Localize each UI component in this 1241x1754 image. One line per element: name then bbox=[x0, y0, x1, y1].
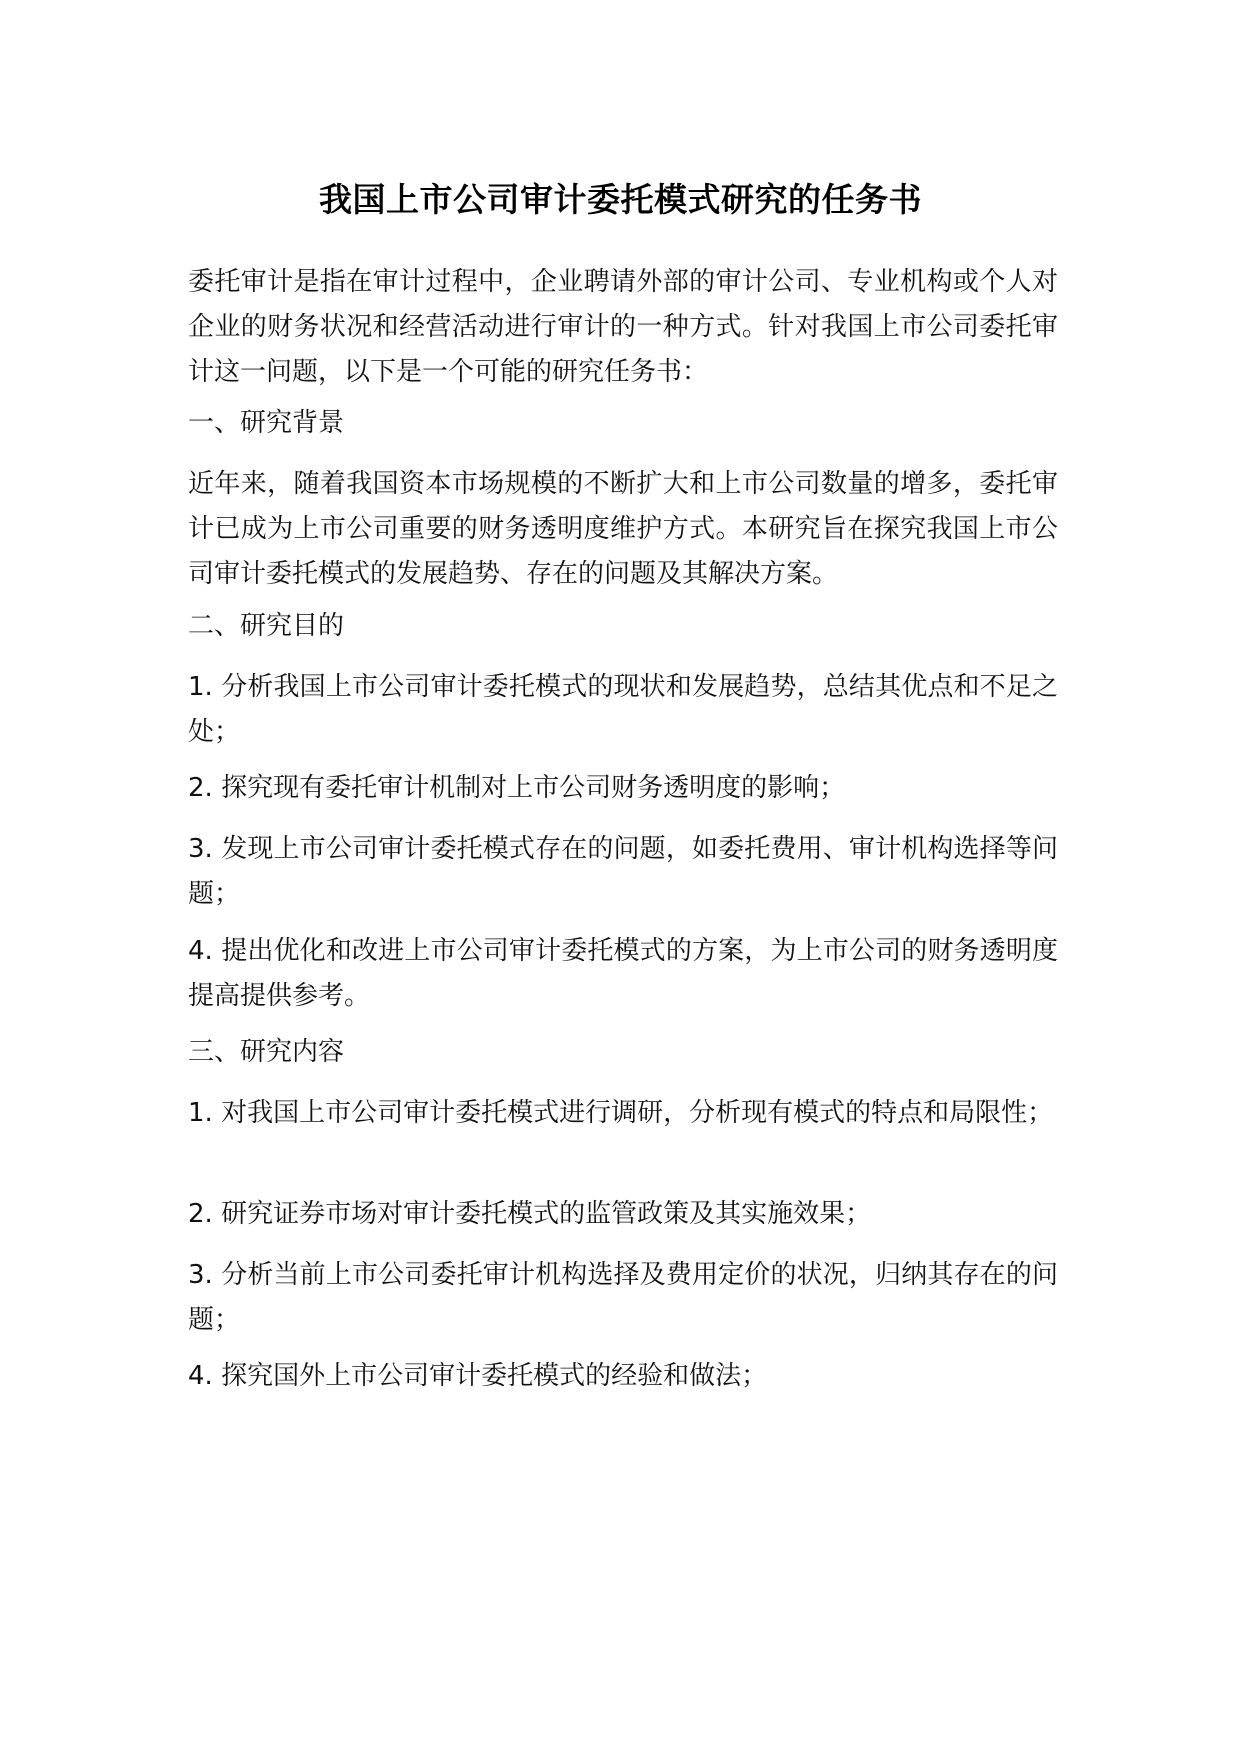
purpose-item-2: 2. 探究现有委托审计机制对上市公司财务透明度的影响； bbox=[188, 773, 846, 803]
document-title: 我国上市公司审计委托模式研究的任务书 bbox=[319, 180, 922, 219]
content-item-3: 3. 分析当前上市公司委托审计机构选择及费用定价的状况，归纳其存在的问题； bbox=[188, 1260, 1058, 1335]
section-heading-content: 三、研究内容 bbox=[188, 1037, 345, 1067]
content-item-2: 2. 研究证券市场对审计委托模式的监管政策及其实施效果； bbox=[188, 1199, 872, 1229]
purpose-item-4: 4. 提出优化和改进上市公司审计委托模式的方案，为上市公司的财务透明度提高提供参考。 bbox=[188, 936, 1058, 1011]
intro-paragraph: 委托审计是指在审计过程中，企业聘请外部的审计公司、专业机构或个人对企业的财务状况和经营活动进行审计的一种方式。针对我国上市公司委托审计这一问题，以下是一个可能的研究任务书： bbox=[188, 267, 1058, 387]
background-paragraph: 近年来，随着我国资本市场规模的不断扩大和上市公司数量的增多，委托审计已成为上市公司重要的财务透明度维护方式。本研究旨在探究我国上市公司审计委托模式的发展趋势、存在的问题及其解决方案。 bbox=[188, 469, 1058, 589]
section-heading-purpose: 二、研究目的 bbox=[188, 611, 345, 641]
purpose-item-1: 1. 分析我国上市公司审计委托模式的现状和发展趋势，总结其优点和不足之处； bbox=[188, 672, 1058, 747]
section-heading-background: 一、研究背景 bbox=[188, 408, 345, 438]
content-item-4: 4. 探究国外上市公司审计委托模式的经验和做法； bbox=[188, 1361, 768, 1391]
purpose-item-3: 3. 发现上市公司审计委托模式存在的问题，如委托费用、审计机构选择等问题； bbox=[188, 834, 1058, 909]
content-item-1: 1. 对我国上市公司审计委托模式进行调研，分析现有模式的特点和局限性； bbox=[188, 1098, 1054, 1128]
